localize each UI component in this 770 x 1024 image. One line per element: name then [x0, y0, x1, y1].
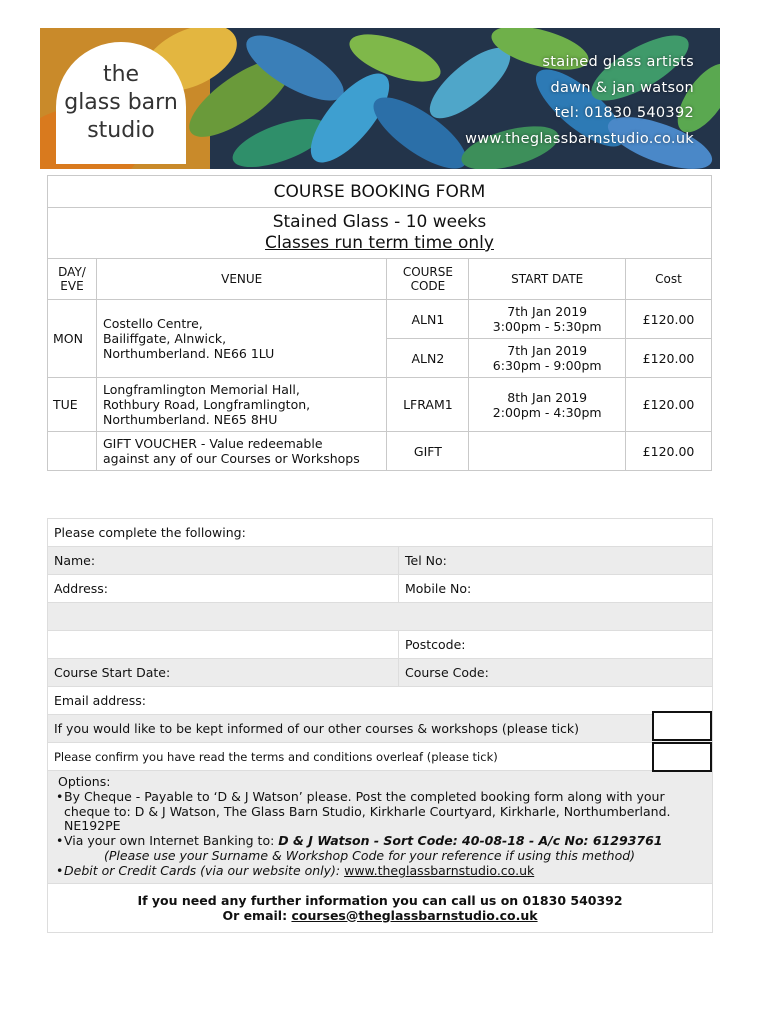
table-row — [48, 432, 712, 471]
header-code — [387, 259, 469, 300]
row-venue — [96, 300, 386, 378]
website-link[interactable]: www.theglassbarnstudio.co.uk — [344, 862, 535, 878]
header-cost: Cost — [626, 259, 712, 300]
form-title: COURSE BOOKING FORM — [48, 176, 712, 208]
term-note: Classes run term time only — [265, 233, 494, 253]
option-card — [56, 864, 704, 879]
venue-line: Northumberland. NE66 1LU — [102, 346, 275, 361]
table-row — [48, 300, 712, 339]
newsletter-checkbox[interactable] — [652, 711, 712, 741]
telephone: tel: 01830 540392 — [554, 105, 694, 121]
address-field[interactable]: Address: — [48, 575, 399, 603]
address-line-3-field[interactable] — [48, 631, 399, 659]
start-date — [469, 300, 626, 339]
header-venue: VENUE — [96, 259, 386, 300]
address-line-2-field[interactable] — [48, 603, 713, 631]
email-field[interactable]: Email address: — [48, 687, 713, 715]
start-date-day: 8th Jan 2019 — [507, 389, 588, 405]
venue-line: Bailiffgate, Alnwick, — [102, 331, 227, 346]
bank-prefix: Via your own Internet Banking to: — [64, 833, 279, 849]
website-link[interactable]: www.theglassbarnstudio.co.uk — [465, 130, 694, 147]
tagline: stained glass artists — [542, 54, 694, 70]
course-name: Stained Glass - 10 weeks — [272, 212, 487, 232]
artist-names: dawn & jan watson — [550, 79, 694, 96]
logo-line-2: glass barn — [64, 90, 178, 115]
bullet-icon: • — [56, 862, 64, 878]
bank-line — [64, 834, 704, 849]
name-field[interactable]: Name: — [48, 547, 399, 575]
cheque-line: NE192PE — [64, 818, 121, 834]
cost: £120.00 — [626, 339, 712, 378]
cheque-line: By Cheque - Payable to ‘D & J Watson’ please. Post the completed booking form along with your — [64, 788, 665, 804]
venue-line: Longframlington Memorial Hall, — [102, 382, 300, 397]
footer-email-line — [54, 908, 706, 923]
start-date — [469, 378, 626, 432]
logo-line-3: studio — [87, 118, 155, 143]
options-label: Options: — [58, 774, 111, 789]
bank-note: (Please use your Surname & Workshop Code for your reference if using this method) — [104, 847, 636, 863]
row-venue — [96, 378, 386, 432]
card-text: Debit or Credit Cards (via our website only): — [64, 862, 345, 878]
option-bank-transfer — [56, 834, 704, 864]
footer-phone-line: If you need any further information you can call us on 01830 540392 — [137, 892, 623, 908]
newsletter-label: If you would like to be kept informed of our other courses & workshops (please tick) — [54, 721, 580, 736]
contact-details — [465, 50, 694, 152]
course-table — [47, 175, 712, 471]
header-code-line2: CODE — [410, 279, 446, 293]
course-code: GIFT — [387, 432, 469, 471]
booking-form — [47, 518, 713, 933]
course-start-date-field[interactable]: Course Start Date: — [48, 659, 399, 687]
email-link[interactable]: courses@theglassbarnstudio.co.uk — [291, 907, 538, 923]
start-date-day: 7th Jan 2019 — [507, 304, 588, 319]
row-day — [48, 432, 97, 471]
venue-line: Costello Centre, — [102, 316, 203, 331]
header-day — [48, 259, 97, 300]
course-code: ALN1 — [387, 300, 469, 339]
start-date — [469, 432, 626, 471]
footer-email-prefix: Or email: — [222, 907, 292, 923]
option-cheque — [56, 790, 704, 834]
mobile-field[interactable]: Mobile No: — [399, 575, 713, 603]
header-banner — [40, 28, 720, 169]
cheque-line: cheque to: D & J Watson, The Glass Barn Studio, Kirkharle Courtyard, Kirkharle, Northumberland. — [64, 803, 671, 819]
venue-line: Rothbury Road, Longframlington, — [102, 397, 311, 412]
start-date-day: 7th Jan 2019 — [507, 343, 588, 358]
bullet-icon: • — [56, 833, 64, 849]
terms-label: Please confirm you have read the terms and conditions overleaf (please tick) — [54, 749, 498, 764]
table-row — [48, 378, 712, 432]
start-date-time: 3:00pm - 5:30pm — [492, 319, 602, 334]
header-day-line1: DAY/ — [58, 265, 86, 279]
logo-line-1: the — [102, 62, 140, 87]
studio-logo — [56, 42, 186, 164]
cost: £120.00 — [626, 432, 712, 471]
cost: £120.00 — [626, 378, 712, 432]
venue-line: GIFT VOUCHER - Value redeemable — [102, 436, 323, 451]
row-day: MON — [48, 300, 97, 378]
course-subtitle — [48, 208, 712, 259]
bank-details: D & J Watson - Sort Code: 40-08-18 - A/c No: 61293761 — [278, 833, 663, 849]
bullet-icon: • — [56, 788, 64, 804]
venue-line: Northumberland. NE65 8HU — [102, 412, 278, 427]
start-date-time: 6:30pm - 9:00pm — [492, 358, 602, 373]
payment-options — [48, 771, 713, 884]
course-code: ALN2 — [387, 339, 469, 378]
course-code-field[interactable]: Course Code: — [399, 659, 713, 687]
row-venue — [96, 432, 386, 471]
form-intro: Please complete the following: — [48, 519, 713, 547]
venue-line: against any of our Courses or Workshops — [102, 451, 360, 466]
terms-checkbox[interactable] — [652, 742, 712, 772]
course-code: LFRAM1 — [387, 378, 469, 432]
header-day-line2: EVE — [60, 279, 84, 293]
header-start-date: START DATE — [469, 259, 626, 300]
newsletter-row — [48, 715, 713, 743]
cost: £120.00 — [626, 300, 712, 339]
contact-footer — [48, 883, 713, 932]
start-date — [469, 339, 626, 378]
row-day: TUE — [48, 378, 97, 432]
start-date-time: 2:00pm - 4:30pm — [492, 404, 602, 420]
card-line — [64, 864, 704, 879]
tel-field[interactable]: Tel No: — [399, 547, 713, 575]
terms-row — [48, 743, 713, 771]
header-code-line1: COURSE — [402, 265, 453, 279]
postcode-field[interactable]: Postcode: — [399, 631, 713, 659]
